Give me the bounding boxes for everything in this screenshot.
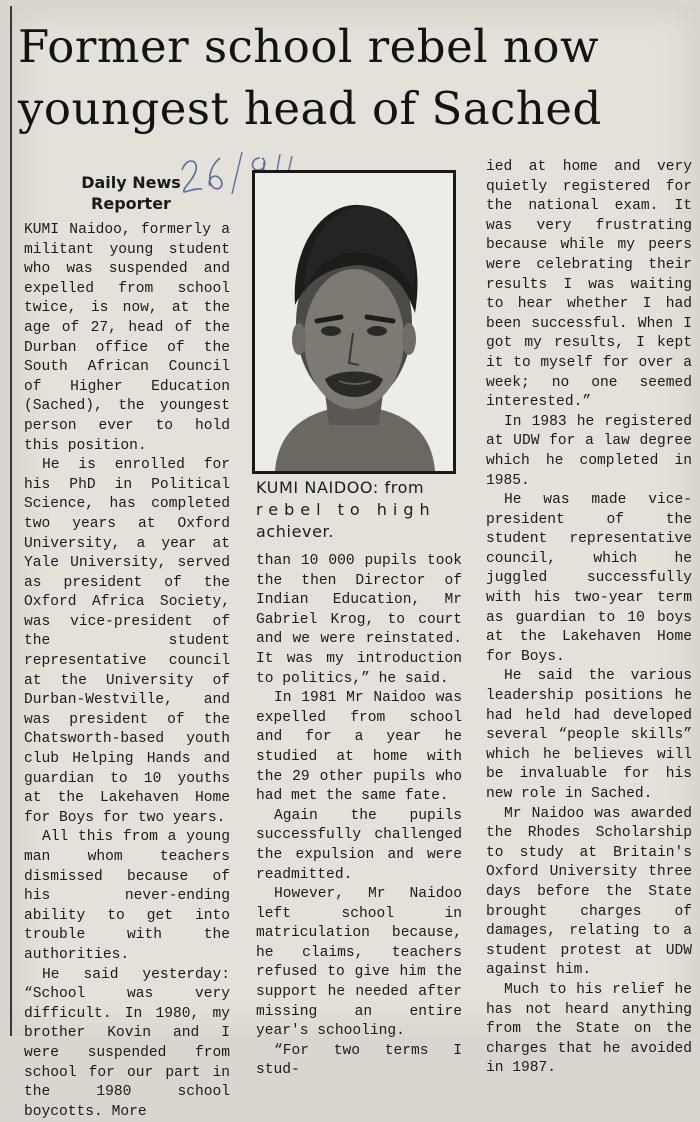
article-column-3	[486, 158, 692, 1079]
portrait-illustration-icon	[255, 173, 453, 471]
paragraph: All this from a young man whom teachers dismissed because of his never-ending ability to get into trouble with the authorities.	[24, 829, 230, 963]
paragraph: He said the various leadership positions he had held had developed several “people skills” which he believes will be invaluable for his new role in Sached.	[486, 668, 692, 802]
paragraph: He is enrolled for his PhD in Political Science, has completed two years at Oxford University, a year at Yale University, served as president of the Oxford Africa Society, was vice-president of the student representative council at the University of Durban-Westville, and was president of the Chatsworth-based youth club Helping Hands and guardian to 10 youths at the Lakehaven Home for Boys for two years.	[24, 457, 230, 826]
paragraph: In 1981 Mr Naidoo was expelled from school and for a year he studied at home with the 29 other pupils who had met the same fate.	[256, 690, 462, 805]
paragraph: than 10 000 pupils took the then Director of Indian Education, Mr Gabriel Krog, to court and we were reinstated. It was my introduction to politics,” he said.	[256, 553, 462, 687]
paragraph: In 1983 he registered at UDW for a law degree which he completed in 1985.	[486, 413, 692, 489]
paragraph: Mr Naidoo was awarded the Rhodes Scholarship to study at Britain's Oxford University three days before the State brought charges of damages, relating to a student protest at UDW against him.	[486, 805, 692, 979]
paragraph: KUMI Naidoo, formerly a militant young student who was suspended and expelled from school twice, is now, at the age of 27, head of the Durban office of the South African Council of Higher Education (Sached), the youngest person ever to hold this position.	[24, 222, 230, 454]
caption-line-1: KUMI NAIDOO: from	[256, 478, 425, 497]
portrait-photo	[252, 170, 456, 474]
article-column-1	[24, 221, 230, 1122]
headline	[18, 16, 688, 140]
paragraph: Again the pupils successfully challenged the expulsion and were readmitted.	[256, 807, 462, 883]
paragraph: Much to his relief he has not heard anything from the State on the charges that he avoided in 1987.	[486, 981, 692, 1077]
photo-caption	[256, 477, 462, 543]
paragraph: However, Mr Naidoo left school in matriculation because, he claims, teachers refused to give him the support he needed after missing an entire year's schooling.	[256, 886, 462, 1040]
byline-line-2: Reporter	[91, 194, 171, 213]
byline-line-1: Daily News	[81, 173, 181, 192]
paragraph: ied at home and very quietly registered for the national exam. It was very frustrating because while my peers were celebrating their results I was waiting to hear whether I had been successful. When I got my results, I kept it to myself for over a week; no one seemed interested.”	[486, 159, 692, 411]
paragraph: He was made vice-president of the student representative council, which he juggled successfully with his two-year term as guardian to 10 boys at the Lakehaven Home for Boys.	[486, 492, 692, 665]
headline-line-1: Former school rebel now	[18, 20, 600, 73]
byline	[66, 172, 196, 214]
paragraph: He said yesterday: “School was very difficult. In 1980, my brother Kovin and I were suspended from school for our part in the 1980 school boycotts. More	[24, 966, 230, 1120]
paragraph: “For two terms I stud-	[256, 1042, 462, 1079]
caption-line-2: rebel to high	[256, 500, 436, 519]
caption-line-3: achiever.	[256, 522, 334, 541]
headline-line-2: youngest head of Sached	[18, 82, 602, 135]
article-column-2	[256, 552, 462, 1081]
